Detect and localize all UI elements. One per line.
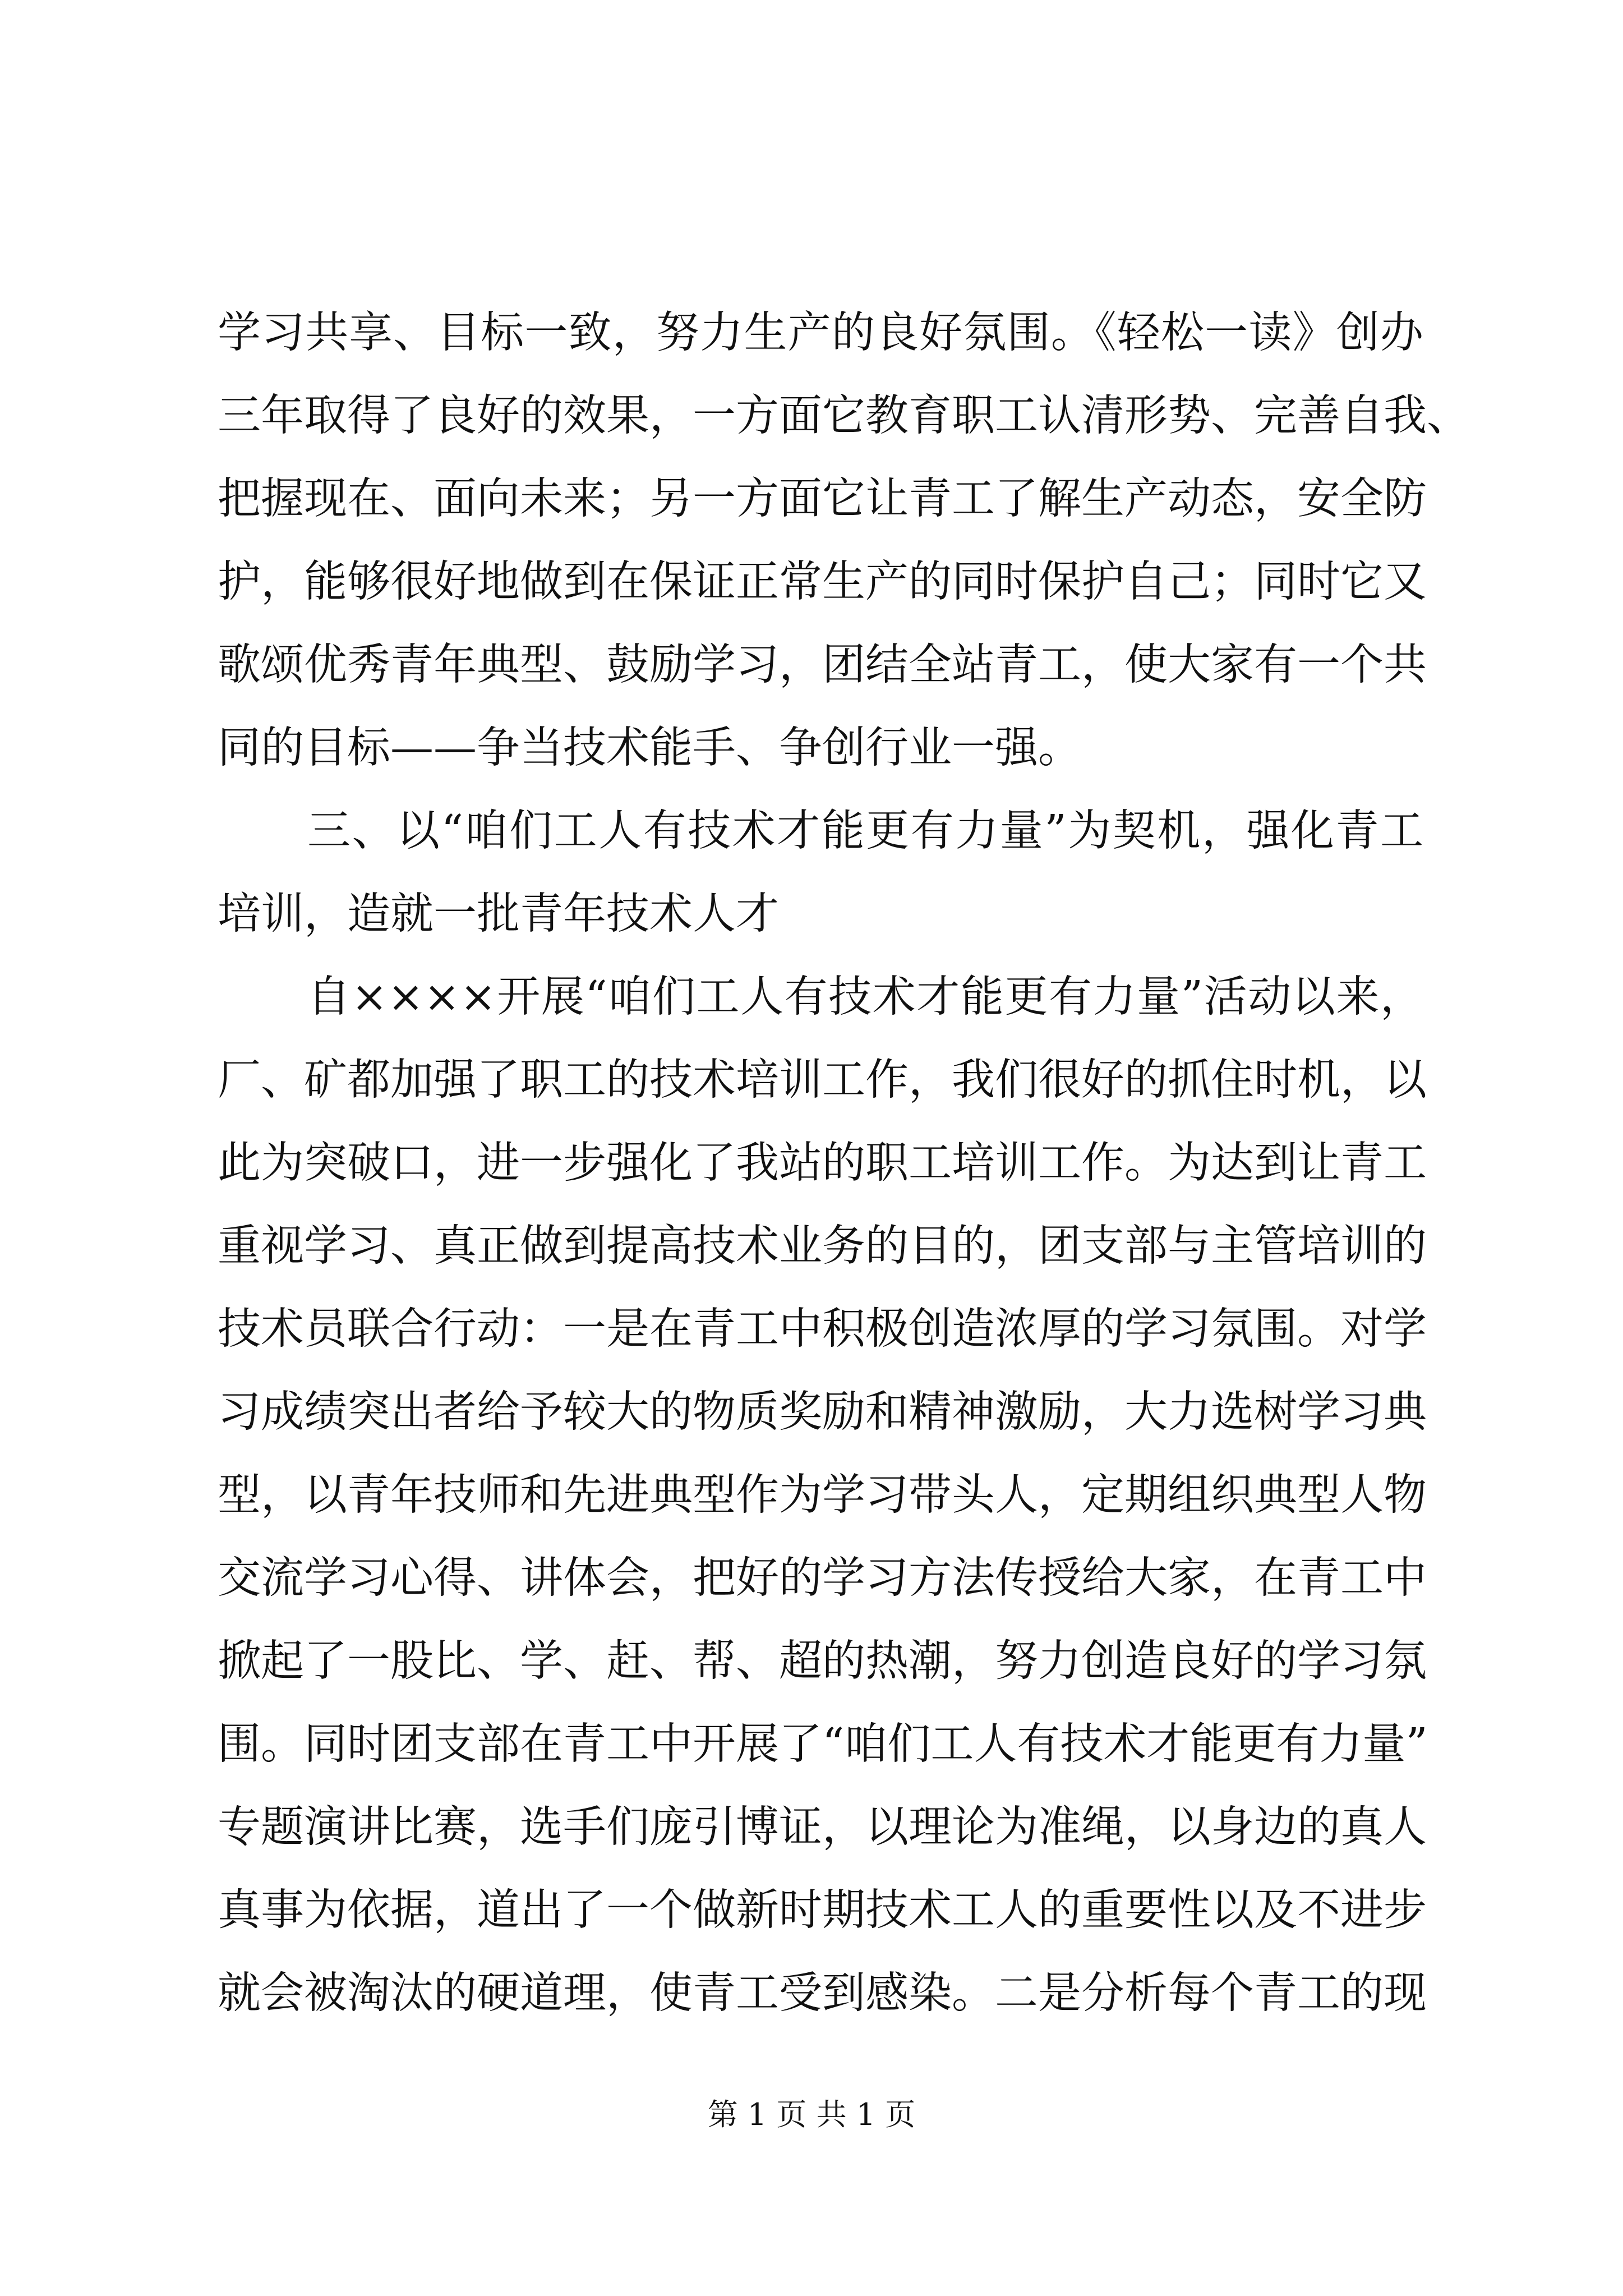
section-heading-3	[218, 790, 1423, 956]
text-line: 重视学习、真正做到提高技术业务的目的，团支部与主管培训的	[218, 1221, 1427, 1271]
text-line: 三年取得了良好的效果，一方面它教育职工认清形势、完善自我、	[218, 391, 1470, 441]
text-line: 就会被淘汰的硬道理，使青工受到感染。二是分析每个青工的现	[218, 1968, 1427, 2018]
page-footer	[0, 2095, 1623, 2134]
text-line: 围。同时团支部在青工中开展了“咱们工人有技术才能更有力量”	[218, 1719, 1428, 1769]
heading-line: 培训，造就一批青年技术人才	[218, 889, 779, 939]
text-line: 交流学习心得、讲体会，把好的学习方法传授给大家，在青工中	[218, 1553, 1427, 1603]
text-line: 厂、矿都加强了职工的技术培训工作，我们很好的抓住时机，以	[218, 1055, 1427, 1105]
page-indicator: 第 1 页 共 1 页	[707, 2097, 916, 2132]
text-line: 技术员联合行动：一是在青工中积极创造浓厚的学习氛围。对学	[218, 1304, 1427, 1354]
heading-line: 三、以“咱们工人有技术才能更有力量”为契机，强化青工	[307, 806, 1423, 856]
text-line: 护，能够很好地做到在保证正常生产的同时保护自己；同时它又	[218, 557, 1427, 607]
document-body	[218, 292, 1470, 2035]
text-line: 歌颂优秀青年典型、鼓励学习，团结全站青工，使大家有一个共	[218, 640, 1427, 690]
paragraph-continuation	[218, 292, 1470, 790]
text-line: 型，以青年技师和先进典型作为学习带头人，定期组织典型人物	[218, 1470, 1427, 1520]
text-line: 专题演讲比赛，选手们庞引博证，以理论为准绳，以身边的真人	[218, 1802, 1427, 1852]
text-line: 真事为依据，道出了一个做新时期技术工人的重要性以及不进步	[218, 1885, 1427, 1935]
text-line: 此为突破口，进一步强化了我站的职工培训工作。为达到让青工	[218, 1138, 1427, 1188]
text-line: 习成绩突出者给予较大的物质奖励和精神激励，大力选树学习典	[218, 1387, 1427, 1437]
text-line: 掀起了一股比、学、赶、帮、超的热潮，努力创造良好的学习氛	[218, 1636, 1427, 1686]
text-line: 学习共享、目标一致，努力生产的良好氛围。《轻松一读》创办	[218, 308, 1423, 358]
paragraph-training	[218, 956, 1428, 2035]
text-line: 把握现在、面向未来；另一方面它让青工了解生产动态，安全防	[218, 474, 1427, 524]
text-line: 同的目标——争当技术能手、争创行业一强。	[218, 723, 1081, 773]
text-line: 自××××开展“咱们工人有技术才能更有力量”活动以来，	[307, 972, 1423, 1022]
